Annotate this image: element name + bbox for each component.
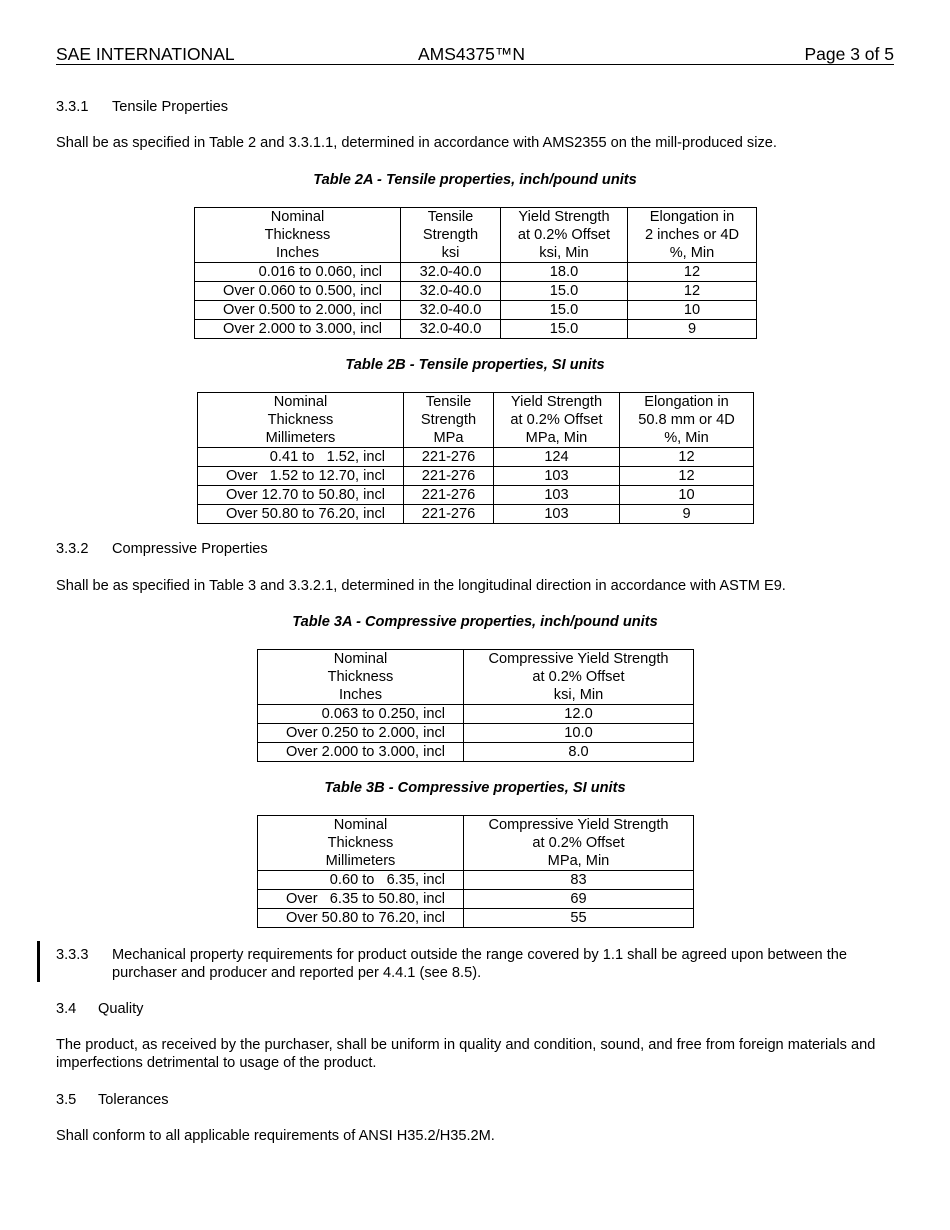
section-number-3-3-3: 3.3.3 <box>56 947 89 963</box>
yield-cell: 15.0 <box>501 282 628 301</box>
header-cell: Elongation in 2 inches or 4D %, Min <box>628 208 757 263</box>
table-row <box>195 282 757 301</box>
yield-cell: 18.0 <box>501 263 628 282</box>
elongation-cell: 12 <box>620 467 754 486</box>
table-row <box>258 890 694 909</box>
section-number: 3.4 <box>56 1001 77 1017</box>
yield-cell: 103 <box>494 505 620 524</box>
thickness-cell: Over 12.70 to 50.80, incl <box>198 486 404 505</box>
header-cell: Tensile Strength ksi <box>401 208 501 263</box>
table-row <box>198 486 754 505</box>
thickness-cell: 0.41 to 1.52, incl <box>198 448 404 467</box>
tensile-cell: 221-276 <box>404 467 494 486</box>
section-heading-3-3-1 <box>56 98 228 116</box>
table-row <box>195 263 757 282</box>
section-text-3-4: The product, as received by the purchaser, shall be uniform in quality and condition, sound, and free from foreign materials and imperfections detrimental to usage of the product. <box>56 1037 876 1071</box>
header-cell: Nominal Thickness Inches <box>195 208 401 263</box>
table-2a-caption: Table 2A - Tensile properties, inch/pound units <box>313 172 637 188</box>
thickness-cell: Over 50.80 to 76.20, incl <box>258 909 464 928</box>
table-row <box>258 743 694 762</box>
section-title: Quality <box>98 1001 144 1017</box>
header-cell: Nominal Thickness Inches <box>258 650 464 705</box>
header-cell: Yield Strength at 0.2% Offset ksi, Min <box>501 208 628 263</box>
table-3a <box>257 649 694 762</box>
thickness-cell: 0.016 to 0.060, incl <box>195 263 401 282</box>
elongation-cell: 9 <box>628 320 757 339</box>
document-number: AMS4375™N <box>418 44 525 64</box>
section-title: Compressive Properties <box>112 541 268 557</box>
thickness-cell: Over 2.000 to 3.000, incl <box>258 743 464 762</box>
tensile-cell: 32.0-40.0 <box>401 320 501 339</box>
header-cell: Yield Strength at 0.2% Offset MPa, Min <box>494 393 620 448</box>
page-header <box>56 44 894 65</box>
elongation-cell: 10 <box>628 301 757 320</box>
thickness-cell: Over 0.060 to 0.500, incl <box>195 282 401 301</box>
header-cell: Tensile Strength MPa <box>404 393 494 448</box>
section-text-3-3-1: Shall be as specified in Table 2 and 3.3.1.1, determined in accordance with AMS2355 on the mill-produced size. <box>56 135 777 151</box>
table-2a <box>194 207 757 339</box>
thickness-cell: Over 50.80 to 76.20, incl <box>198 505 404 524</box>
table-header-row <box>258 650 694 705</box>
thickness-cell: Over 2.000 to 3.000, incl <box>195 320 401 339</box>
header-cell: Elongation in 50.8 mm or 4D %, Min <box>620 393 754 448</box>
section-title: Tensile Properties <box>112 99 228 115</box>
section-number: 3.3.2 <box>56 541 89 557</box>
header-cell: Nominal Thickness Millimeters <box>198 393 404 448</box>
yield-cell: 103 <box>494 467 620 486</box>
header-cell: Nominal Thickness Millimeters <box>258 816 464 871</box>
tensile-cell: 221-276 <box>404 448 494 467</box>
tensile-cell: 221-276 <box>404 505 494 524</box>
header-cell: Compressive Yield Strength at 0.2% Offset MPa, Min <box>464 816 694 871</box>
compressive-yield-cell: 55 <box>464 909 694 928</box>
section-heading-3-5 <box>56 1091 169 1109</box>
yield-cell: 15.0 <box>501 320 628 339</box>
tensile-cell: 32.0-40.0 <box>401 301 501 320</box>
org-name: SAE INTERNATIONAL <box>56 44 235 64</box>
section-text-3-5: Shall conform to all applicable requirements of ANSI H35.2/H35.2M. <box>56 1128 495 1144</box>
compressive-yield-cell: 8.0 <box>464 743 694 762</box>
compressive-yield-cell: 83 <box>464 871 694 890</box>
thickness-cell: Over 0.250 to 2.000, incl <box>258 724 464 743</box>
table-2b-caption: Table 2B - Tensile properties, SI units <box>345 357 605 373</box>
elongation-cell: 12 <box>628 263 757 282</box>
table-row <box>198 505 754 524</box>
thickness-cell: Over 6.35 to 50.80, incl <box>258 890 464 909</box>
thickness-cell: 0.063 to 0.250, incl <box>258 705 464 724</box>
section-number: 3.3.1 <box>56 99 89 115</box>
elongation-cell: 12 <box>628 282 757 301</box>
compressive-yield-cell: 10.0 <box>464 724 694 743</box>
tensile-cell: 32.0-40.0 <box>401 263 501 282</box>
compressive-yield-cell: 12.0 <box>464 705 694 724</box>
table-3a-caption: Table 3A - Compressive properties, inch/pound units <box>292 614 658 630</box>
header-cell: Compressive Yield Strength at 0.2% Offset ksi, Min <box>464 650 694 705</box>
table-row <box>258 724 694 743</box>
thickness-cell: Over 1.52 to 12.70, incl <box>198 467 404 486</box>
elongation-cell: 10 <box>620 486 754 505</box>
section-heading-3-4 <box>56 1000 143 1018</box>
page-number: Page 3 of 5 <box>804 44 894 64</box>
table-row <box>198 448 754 467</box>
table-header-row <box>258 816 694 871</box>
section-number: 3.5 <box>56 1092 77 1108</box>
tensile-cell: 32.0-40.0 <box>401 282 501 301</box>
thickness-cell: Over 0.500 to 2.000, incl <box>195 301 401 320</box>
elongation-cell: 9 <box>620 505 754 524</box>
table-row <box>198 467 754 486</box>
table-row <box>258 705 694 724</box>
table-header-row <box>195 208 757 263</box>
table-row <box>195 301 757 320</box>
table-row <box>258 871 694 890</box>
table-2b <box>197 392 754 524</box>
table-header-row <box>198 393 754 448</box>
table-3b-caption: Table 3B - Compressive properties, SI units <box>324 780 626 796</box>
compressive-yield-cell: 69 <box>464 890 694 909</box>
table-3b <box>257 815 694 928</box>
yield-cell: 15.0 <box>501 301 628 320</box>
yield-cell: 103 <box>494 486 620 505</box>
section-title: Tolerances <box>98 1092 169 1108</box>
table-row <box>195 320 757 339</box>
section-text-3-3-2: Shall be as specified in Table 3 and 3.3.2.1, determined in the longitudinal direction in accordance with ASTM E9. <box>56 578 786 594</box>
table-row <box>258 909 694 928</box>
yield-cell: 124 <box>494 448 620 467</box>
thickness-cell: 0.60 to 6.35, incl <box>258 871 464 890</box>
section-text-3-3-3: Mechanical property requirements for product outside the range covered by 1.1 shall be agreed upon between the purchaser and producer and reported per 4.4.1 (see 8.5). <box>112 947 848 981</box>
revision-change-bar <box>37 941 40 982</box>
section-heading-3-3-2 <box>56 540 268 558</box>
elongation-cell: 12 <box>620 448 754 467</box>
tensile-cell: 221-276 <box>404 486 494 505</box>
